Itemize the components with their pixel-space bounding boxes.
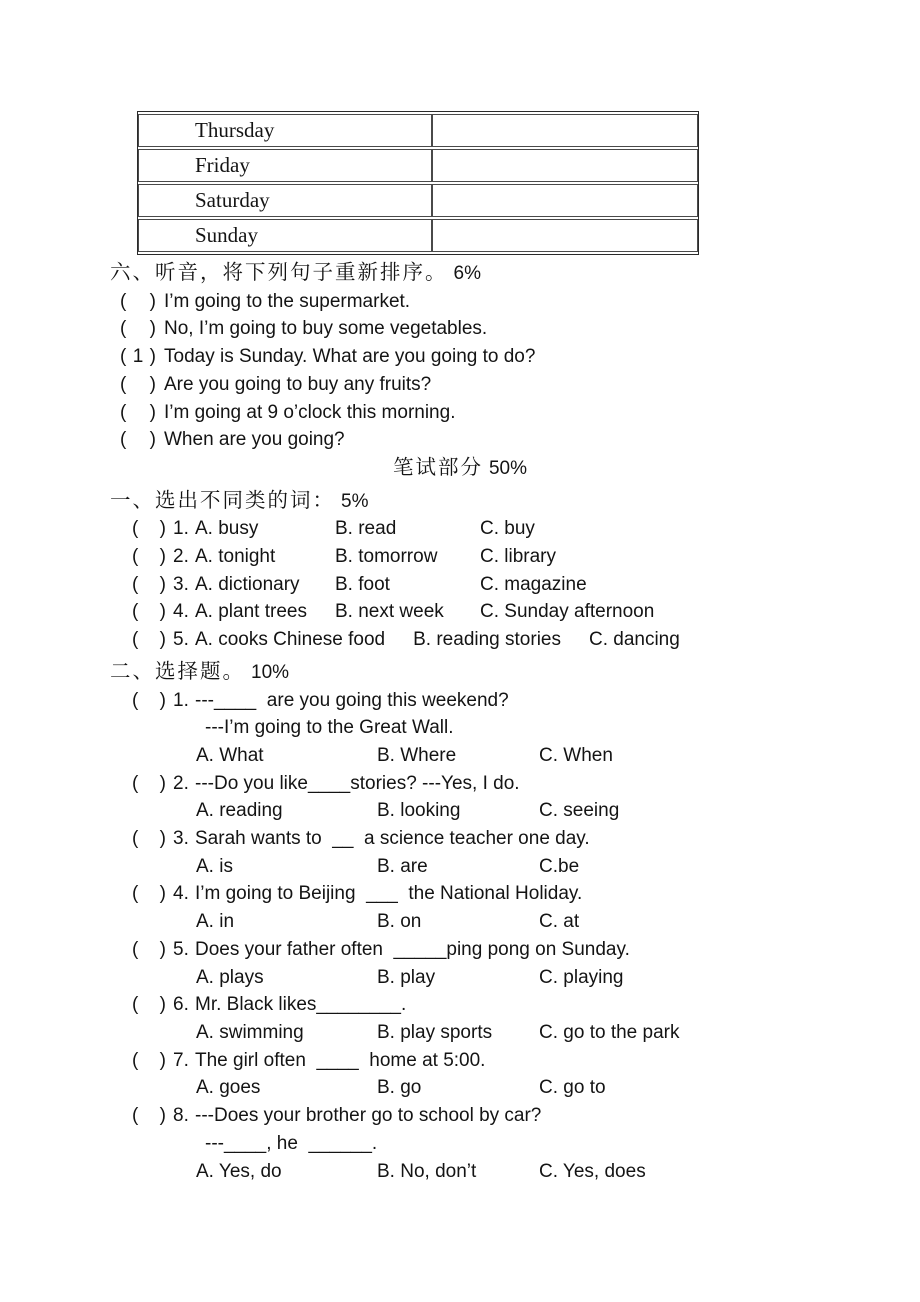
- option-a: A. plays: [196, 966, 264, 988]
- answer-paren: ( ): [132, 546, 166, 568]
- sentence-text: Are you going to buy any fruits?: [164, 373, 432, 395]
- mc-question-stem: [132, 880, 920, 908]
- listening-item: [120, 426, 920, 454]
- sentence-text: I’m going to the supermarket.: [164, 290, 411, 312]
- answer-paren: ( ): [132, 772, 166, 794]
- option-c: C. dancing: [588, 629, 680, 651]
- mc-question-stem: [132, 825, 920, 853]
- option-b: B. are: [377, 855, 428, 877]
- day-cell: Sunday: [138, 219, 432, 252]
- heading-score: 5%: [341, 490, 369, 512]
- listening-section-heading: [110, 259, 920, 288]
- activity-cell: [432, 219, 698, 252]
- table-row: [138, 219, 698, 252]
- answer-paren: ( ): [120, 290, 156, 312]
- question-number: 4.: [173, 601, 189, 623]
- day-cell: Friday: [138, 149, 432, 182]
- activity-cell: [432, 114, 698, 147]
- question-number: 5.: [173, 938, 189, 960]
- option-b: B. looking: [377, 800, 461, 822]
- question-text: ---____ are you going this weekend?: [195, 689, 509, 711]
- option-a: A. is: [196, 855, 233, 877]
- question-text: ---Does your brother go to school by car?: [195, 1105, 542, 1127]
- heading-text: 六、听音，将下列句子重新排序。: [110, 260, 448, 284]
- question-number: 3.: [173, 573, 189, 595]
- mc-question-stem: [132, 770, 920, 798]
- option-c: C. Sunday afternoon: [480, 601, 655, 623]
- odd-one-out-question: [132, 598, 920, 626]
- answer-paren: ( ): [132, 1049, 166, 1071]
- option-c: C. magazine: [480, 573, 587, 595]
- sentence-text: When are you going?: [164, 429, 345, 451]
- sentence-text: No, I’m going to buy some vegetables.: [164, 318, 488, 340]
- listening-item: [120, 315, 920, 343]
- option-b: B. on: [377, 911, 422, 933]
- answer-paren: ( ): [132, 518, 166, 540]
- option-c: C. go to: [539, 1077, 606, 1099]
- table-row: [138, 149, 698, 182]
- answer-paren: ( ): [132, 573, 166, 595]
- heading-score: 10%: [251, 661, 290, 683]
- option-b: B. foot: [335, 573, 390, 595]
- multiple-choice-heading: [110, 658, 920, 687]
- question-number: 1.: [173, 689, 189, 711]
- option-a: A. plant trees: [195, 601, 307, 623]
- answer-paren: ( ): [132, 601, 166, 623]
- option-a: A. What: [196, 744, 264, 766]
- option-b: B. go: [377, 1077, 422, 1099]
- day-cell: Saturday: [138, 184, 432, 217]
- option-b: B. play sports: [377, 1021, 493, 1043]
- mc-options: [196, 797, 920, 825]
- sentence-text: Today is Sunday. What are you going to do?: [164, 346, 536, 368]
- answer-paren: ( ): [120, 373, 156, 395]
- option-a: A. Yes, do: [196, 1160, 282, 1182]
- option-c: C. playing: [539, 966, 624, 988]
- answer-paren: ( ): [132, 883, 166, 905]
- option-a: A. dictionary: [195, 573, 300, 595]
- heading-text: 一、选出不同类的词：: [110, 487, 335, 512]
- option-a: A. tonight: [195, 546, 276, 568]
- option-a: A. swimming: [196, 1021, 304, 1043]
- answer-paren: ( 1 ): [120, 343, 156, 371]
- written-part-score: 50%: [488, 457, 528, 479]
- mc-question-stem: [132, 687, 920, 715]
- mc-options: [196, 853, 920, 881]
- question-text: Sarah wants to __ a science teacher one day.: [195, 828, 590, 850]
- listening-item: [120, 371, 920, 399]
- option-c: C. When: [539, 744, 613, 766]
- answer-paren: ( ): [132, 629, 166, 651]
- option-b: B. read: [335, 518, 397, 540]
- option-c: C. buy: [480, 518, 535, 540]
- question-number: 8.: [173, 1105, 189, 1127]
- question-text: The girl often ____ home at 5:00.: [195, 1049, 486, 1071]
- question-text: ---Do you like____stories? ---Yes, I do.: [195, 772, 520, 794]
- mc-question-stem: [132, 1102, 920, 1130]
- option-c: C. Yes, does: [539, 1160, 646, 1182]
- mc-question-stem: [132, 936, 920, 964]
- question-text-line2: ---____, he ______.: [205, 1132, 378, 1154]
- question-number: 7.: [173, 1049, 189, 1071]
- question-text: Does your father often _____ping pong on Sunday.: [195, 938, 630, 960]
- answer-paren: ( ): [132, 828, 166, 850]
- question-number: 2.: [173, 772, 189, 794]
- mc-options: [196, 908, 920, 936]
- mc-options: [196, 964, 920, 992]
- option-a: A. reading: [196, 800, 283, 822]
- option-c: C.be: [539, 855, 580, 877]
- mc-question-stem: [132, 991, 920, 1019]
- answer-paren: ( ): [132, 994, 166, 1016]
- question-number: 6.: [173, 994, 189, 1016]
- listening-item: [120, 399, 920, 427]
- answer-paren: ( ): [132, 689, 166, 711]
- option-b: B. No, don’t: [377, 1160, 477, 1182]
- option-b: B. Where: [377, 744, 457, 766]
- odd-one-out-question: [132, 515, 920, 543]
- written-part-title: [0, 454, 920, 483]
- listening-item: [120, 343, 920, 371]
- option-a: A. busy: [195, 518, 259, 540]
- question-text-line2: ---I’m going to the Great Wall.: [205, 717, 454, 739]
- heading-score: 6%: [453, 263, 481, 284]
- option-b: B. tomorrow: [335, 546, 438, 568]
- listening-item: [120, 288, 920, 316]
- mc-question-stem: [132, 1047, 920, 1075]
- odd-one-out-question: [132, 543, 920, 571]
- option-c: C. library: [480, 546, 557, 568]
- answer-paren: ( ): [120, 401, 156, 423]
- option-b: B. play: [377, 966, 436, 988]
- day-cell: Thursday: [138, 114, 432, 147]
- odd-one-out-heading: [110, 487, 920, 516]
- answer-paren: ( ): [120, 318, 156, 340]
- mc-options: [196, 1074, 920, 1102]
- odd-one-out-question: [132, 571, 920, 599]
- question-number: 4.: [173, 883, 189, 905]
- activity-cell: [432, 184, 698, 217]
- mc-options: [196, 1158, 920, 1186]
- question-number: 3.: [173, 828, 189, 850]
- question-text: Mr. Black likes________.: [195, 994, 407, 1016]
- question-text: I’m going to Beijing ___ the National Holiday.: [195, 883, 583, 905]
- question-number: 2.: [173, 546, 189, 568]
- question-number: 1.: [173, 518, 189, 540]
- mc-options: [196, 1019, 920, 1047]
- option-c: C. seeing: [539, 800, 620, 822]
- option-a: A. goes: [196, 1077, 261, 1099]
- schedule-table: [137, 111, 699, 255]
- answer-paren: ( ): [120, 429, 156, 451]
- written-part-title-text: 笔试部分: [392, 454, 483, 479]
- option-b: B. next week: [335, 601, 444, 623]
- answer-paren: ( ): [132, 1105, 166, 1127]
- table-row: [138, 114, 698, 147]
- odd-one-out-question: [132, 626, 920, 654]
- mc-options: [196, 742, 920, 770]
- option-a: A. in: [196, 911, 235, 933]
- option-a: A. cooks Chinese food: [195, 629, 386, 651]
- option-c: C. go to the park: [539, 1021, 680, 1043]
- sentence-text: I’m going at 9 o’clock this morning.: [164, 401, 456, 423]
- option-b: B. reading stories: [413, 629, 561, 651]
- question-number: 5.: [173, 629, 189, 651]
- activity-cell: [432, 149, 698, 182]
- option-c: C. at: [539, 911, 580, 933]
- answer-paren: ( ): [132, 938, 166, 960]
- heading-text: 二、选择题。: [110, 658, 245, 683]
- order-number: 1: [132, 346, 144, 368]
- table-row: [138, 184, 698, 217]
